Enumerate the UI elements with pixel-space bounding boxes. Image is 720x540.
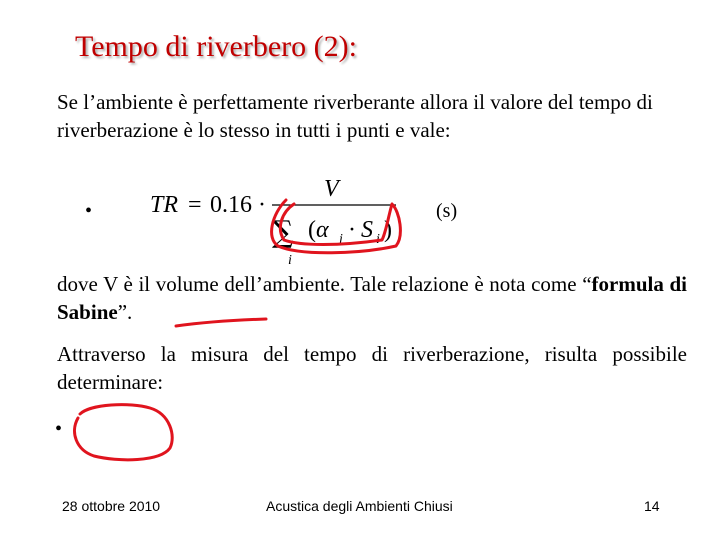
intro-paragraph: Se l’ambiente è perfettamente riverberante allora il valore del tempo di riverberazione è lo stesso in tutti i punti e vale: [57,90,653,142]
formula-numerator: V [324,176,339,202]
footer-date: 28 ottobre 2010 [62,498,161,514]
formula-paren-close: ) [384,217,392,243]
formula-s: S [361,217,373,243]
formula-lhs: TR [150,192,179,218]
footer-course: Acustica degli Ambienti Chiusi [266,498,453,514]
formula-dot: · [258,192,266,218]
formula-paren-open: ( [308,217,316,243]
explanation-suffix: ”. [117,300,133,324]
formula-s-sub: i [376,232,380,247]
sabine-underline-annotation [176,319,266,326]
formula-sum: ∑ [272,215,294,250]
formula-coefficient: 0.16 [210,192,252,218]
units-label: (s) [436,200,458,222]
explanation-prefix: dove V è il volume dell’ambiente. Tale relazione è nota come “ [57,272,592,296]
formula-alpha: α [316,217,329,243]
page-title: Tempo di riverbero (2): [75,30,357,63]
sabine-formula-name: formula di Sabine [57,272,687,324]
bullet-empty: • [55,418,63,440]
formula-equals: = [188,192,202,218]
denominator-circle-annotation [272,200,401,253]
formula-mul: · [348,217,356,243]
formula-sum-index: i [288,253,292,268]
formula-alpha-sub: i [339,232,343,247]
measurement-paragraph: Attraverso la misura del tempo di riverberazione, risulta possibile determinare: [57,342,687,394]
bullet-formula: • [85,200,93,222]
footer-page-number: 14 [644,498,660,514]
empty-bullet-circle-annotation [75,405,173,460]
